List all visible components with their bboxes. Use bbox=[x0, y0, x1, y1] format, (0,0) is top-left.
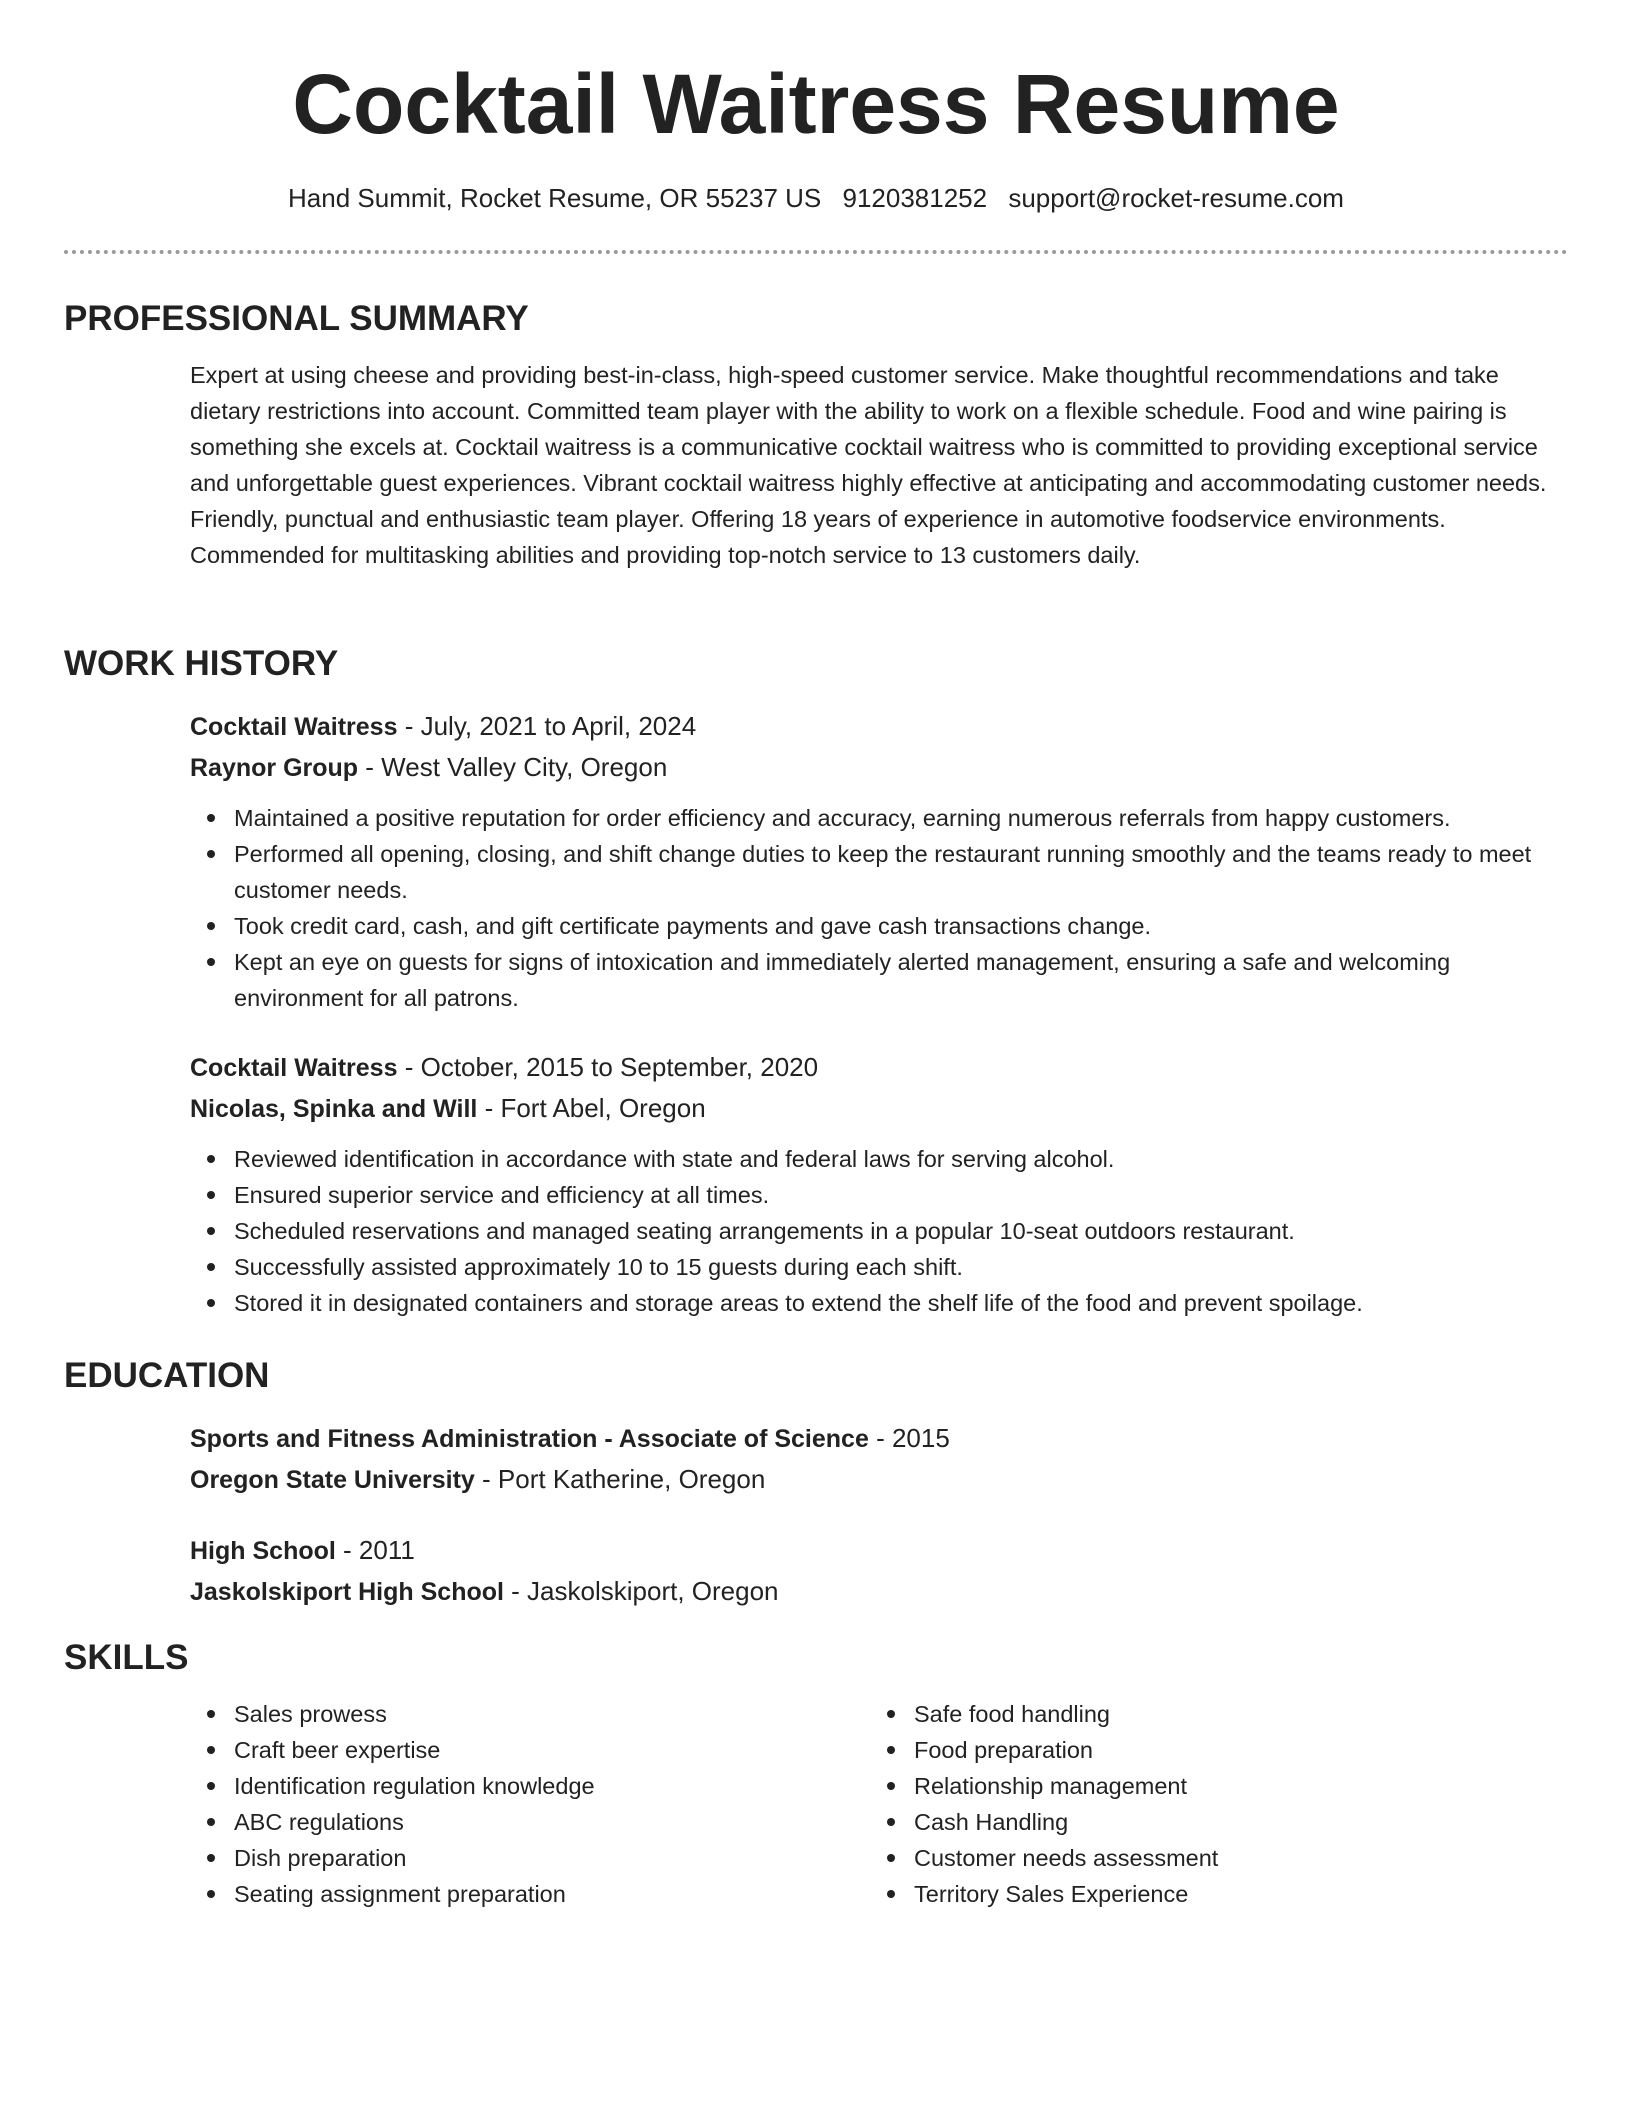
work-section bbox=[64, 642, 1568, 1321]
job-company: Nicolas, Spinka and Will bbox=[190, 1095, 478, 1123]
list-item: Maintained a positive reputation for order efficiency and accuracy, earning numerous referrals from happy customers. bbox=[190, 800, 1568, 836]
school-location: - Jaskolskiport, Oregon bbox=[503, 1576, 779, 1606]
skills-list-right bbox=[870, 1696, 1550, 1912]
work-heading: WORK HISTORY bbox=[64, 644, 339, 683]
skills-columns bbox=[190, 1696, 1568, 1912]
job-location: - West Valley City, Oregon bbox=[358, 752, 668, 782]
skill-item: Cash Handling bbox=[870, 1804, 1550, 1840]
list-item: Performed all opening, closing, and shift change duties to keep the restaurant running smoothly and the teams ready to meet customer needs. bbox=[190, 836, 1568, 908]
degree-year: - 2011 bbox=[335, 1535, 415, 1565]
skill-item: Identification regulation knowledge bbox=[190, 1768, 870, 1804]
degree-line bbox=[190, 1530, 1568, 1571]
school-line bbox=[190, 1571, 1568, 1612]
skill-item: Sales prowess bbox=[190, 1696, 870, 1732]
list-item: Stored it in designated containers and storage areas to extend the shelf life of the food and prevent spoilage. bbox=[190, 1285, 1568, 1321]
contact-line bbox=[0, 180, 1632, 216]
job-duties bbox=[190, 800, 1568, 1016]
education-section bbox=[64, 1354, 1568, 1612]
job-title: Cocktail Waitress bbox=[190, 713, 398, 741]
skill-item: Craft beer expertise bbox=[190, 1732, 870, 1768]
skill-item: Customer needs assessment bbox=[870, 1840, 1550, 1876]
skill-item: Food preparation bbox=[870, 1732, 1550, 1768]
contact-phone: 9120381252 bbox=[842, 183, 988, 213]
list-item: Kept an eye on guests for signs of intoxication and immediately alerted management, ensuring a safe and welcoming environment for all patrons. bbox=[190, 944, 1568, 1016]
header-divider bbox=[64, 250, 1568, 254]
job-title: Cocktail Waitress bbox=[190, 1054, 398, 1082]
skill-item: Territory Sales Experience bbox=[870, 1876, 1550, 1912]
degree: High School bbox=[190, 1537, 336, 1565]
school: Oregon State University bbox=[190, 1466, 475, 1494]
skill-item: Seating assignment preparation bbox=[190, 1876, 870, 1912]
degree-line bbox=[190, 1418, 1568, 1459]
job-location: - Fort Abel, Oregon bbox=[477, 1093, 706, 1123]
skill-item: Safe food handling bbox=[870, 1696, 1550, 1732]
resume-title: Cocktail Waitress Resume bbox=[292, 57, 1340, 151]
job-duties bbox=[190, 1141, 1568, 1321]
skills-section bbox=[64, 1636, 1568, 1912]
job-dates: - October, 2015 to September, 2020 bbox=[397, 1052, 819, 1082]
summary-section bbox=[64, 297, 1568, 573]
list-item: Successfully assisted approximately 10 to 15 guests during each shift. bbox=[190, 1249, 1568, 1285]
job-company: Raynor Group bbox=[190, 754, 359, 782]
school-location: - Port Katherine, Oregon bbox=[474, 1464, 766, 1494]
skills-heading: SKILLS bbox=[64, 1638, 189, 1677]
summary-heading: PROFESSIONAL SUMMARY bbox=[64, 299, 529, 338]
list-item: Took credit card, cash, and gift certificate payments and gave cash transactions change. bbox=[190, 908, 1568, 944]
job-title-line bbox=[190, 706, 1568, 747]
job-entry bbox=[190, 706, 1568, 1016]
contact-email: support@rocket-resume.com bbox=[1008, 183, 1344, 213]
list-item: Reviewed identification in accordance with state and federal laws for serving alcohol. bbox=[190, 1141, 1568, 1177]
list-item: Scheduled reservations and managed seating arrangements in a popular 10-seat outdoors restaurant. bbox=[190, 1213, 1568, 1249]
job-company-line bbox=[190, 747, 1568, 788]
degree: Sports and Fitness Administration - Associate of Science bbox=[190, 1425, 869, 1453]
school: Jaskolskiport High School bbox=[190, 1578, 504, 1606]
summary-text: Expert at using cheese and providing best-in-class, high-speed customer service. Make thoughtful recommendations and take dietary restrictions into account. Committed team player with the ability to work on a flexible schedule. Food and wine pairing is something she excels at. Cocktail waitress is a communicative cocktail waitress who is committed to providing exceptional service and unforgettable guest experiences. Vibrant cocktail waitress highly effective at anticipating and accommodating customer needs. Friendly, punctual and enthusiastic team player. Offering 18 years of experience in automotive foodservice environments. Commended for multitasking abilities and providing top-notch service to 13 customers daily. bbox=[190, 362, 1547, 568]
job-title-line bbox=[190, 1047, 1568, 1088]
education-entry bbox=[190, 1418, 1568, 1500]
skill-item: Dish preparation bbox=[190, 1840, 870, 1876]
degree-year: - 2015 bbox=[868, 1423, 950, 1453]
contact-address: Hand Summit, Rocket Resume, OR 55237 US bbox=[288, 183, 822, 213]
job-company-line bbox=[190, 1088, 1568, 1129]
skill-item: Relationship management bbox=[870, 1768, 1550, 1804]
job-entry bbox=[190, 1047, 1568, 1321]
job-dates: - July, 2021 to April, 2024 bbox=[397, 711, 697, 741]
school-line bbox=[190, 1459, 1568, 1500]
education-heading: EDUCATION bbox=[64, 1356, 270, 1395]
skills-list-left bbox=[190, 1696, 870, 1912]
list-item: Ensured superior service and efficiency at all times. bbox=[190, 1177, 1568, 1213]
skill-item: ABC regulations bbox=[190, 1804, 870, 1840]
education-entry bbox=[190, 1530, 1568, 1612]
